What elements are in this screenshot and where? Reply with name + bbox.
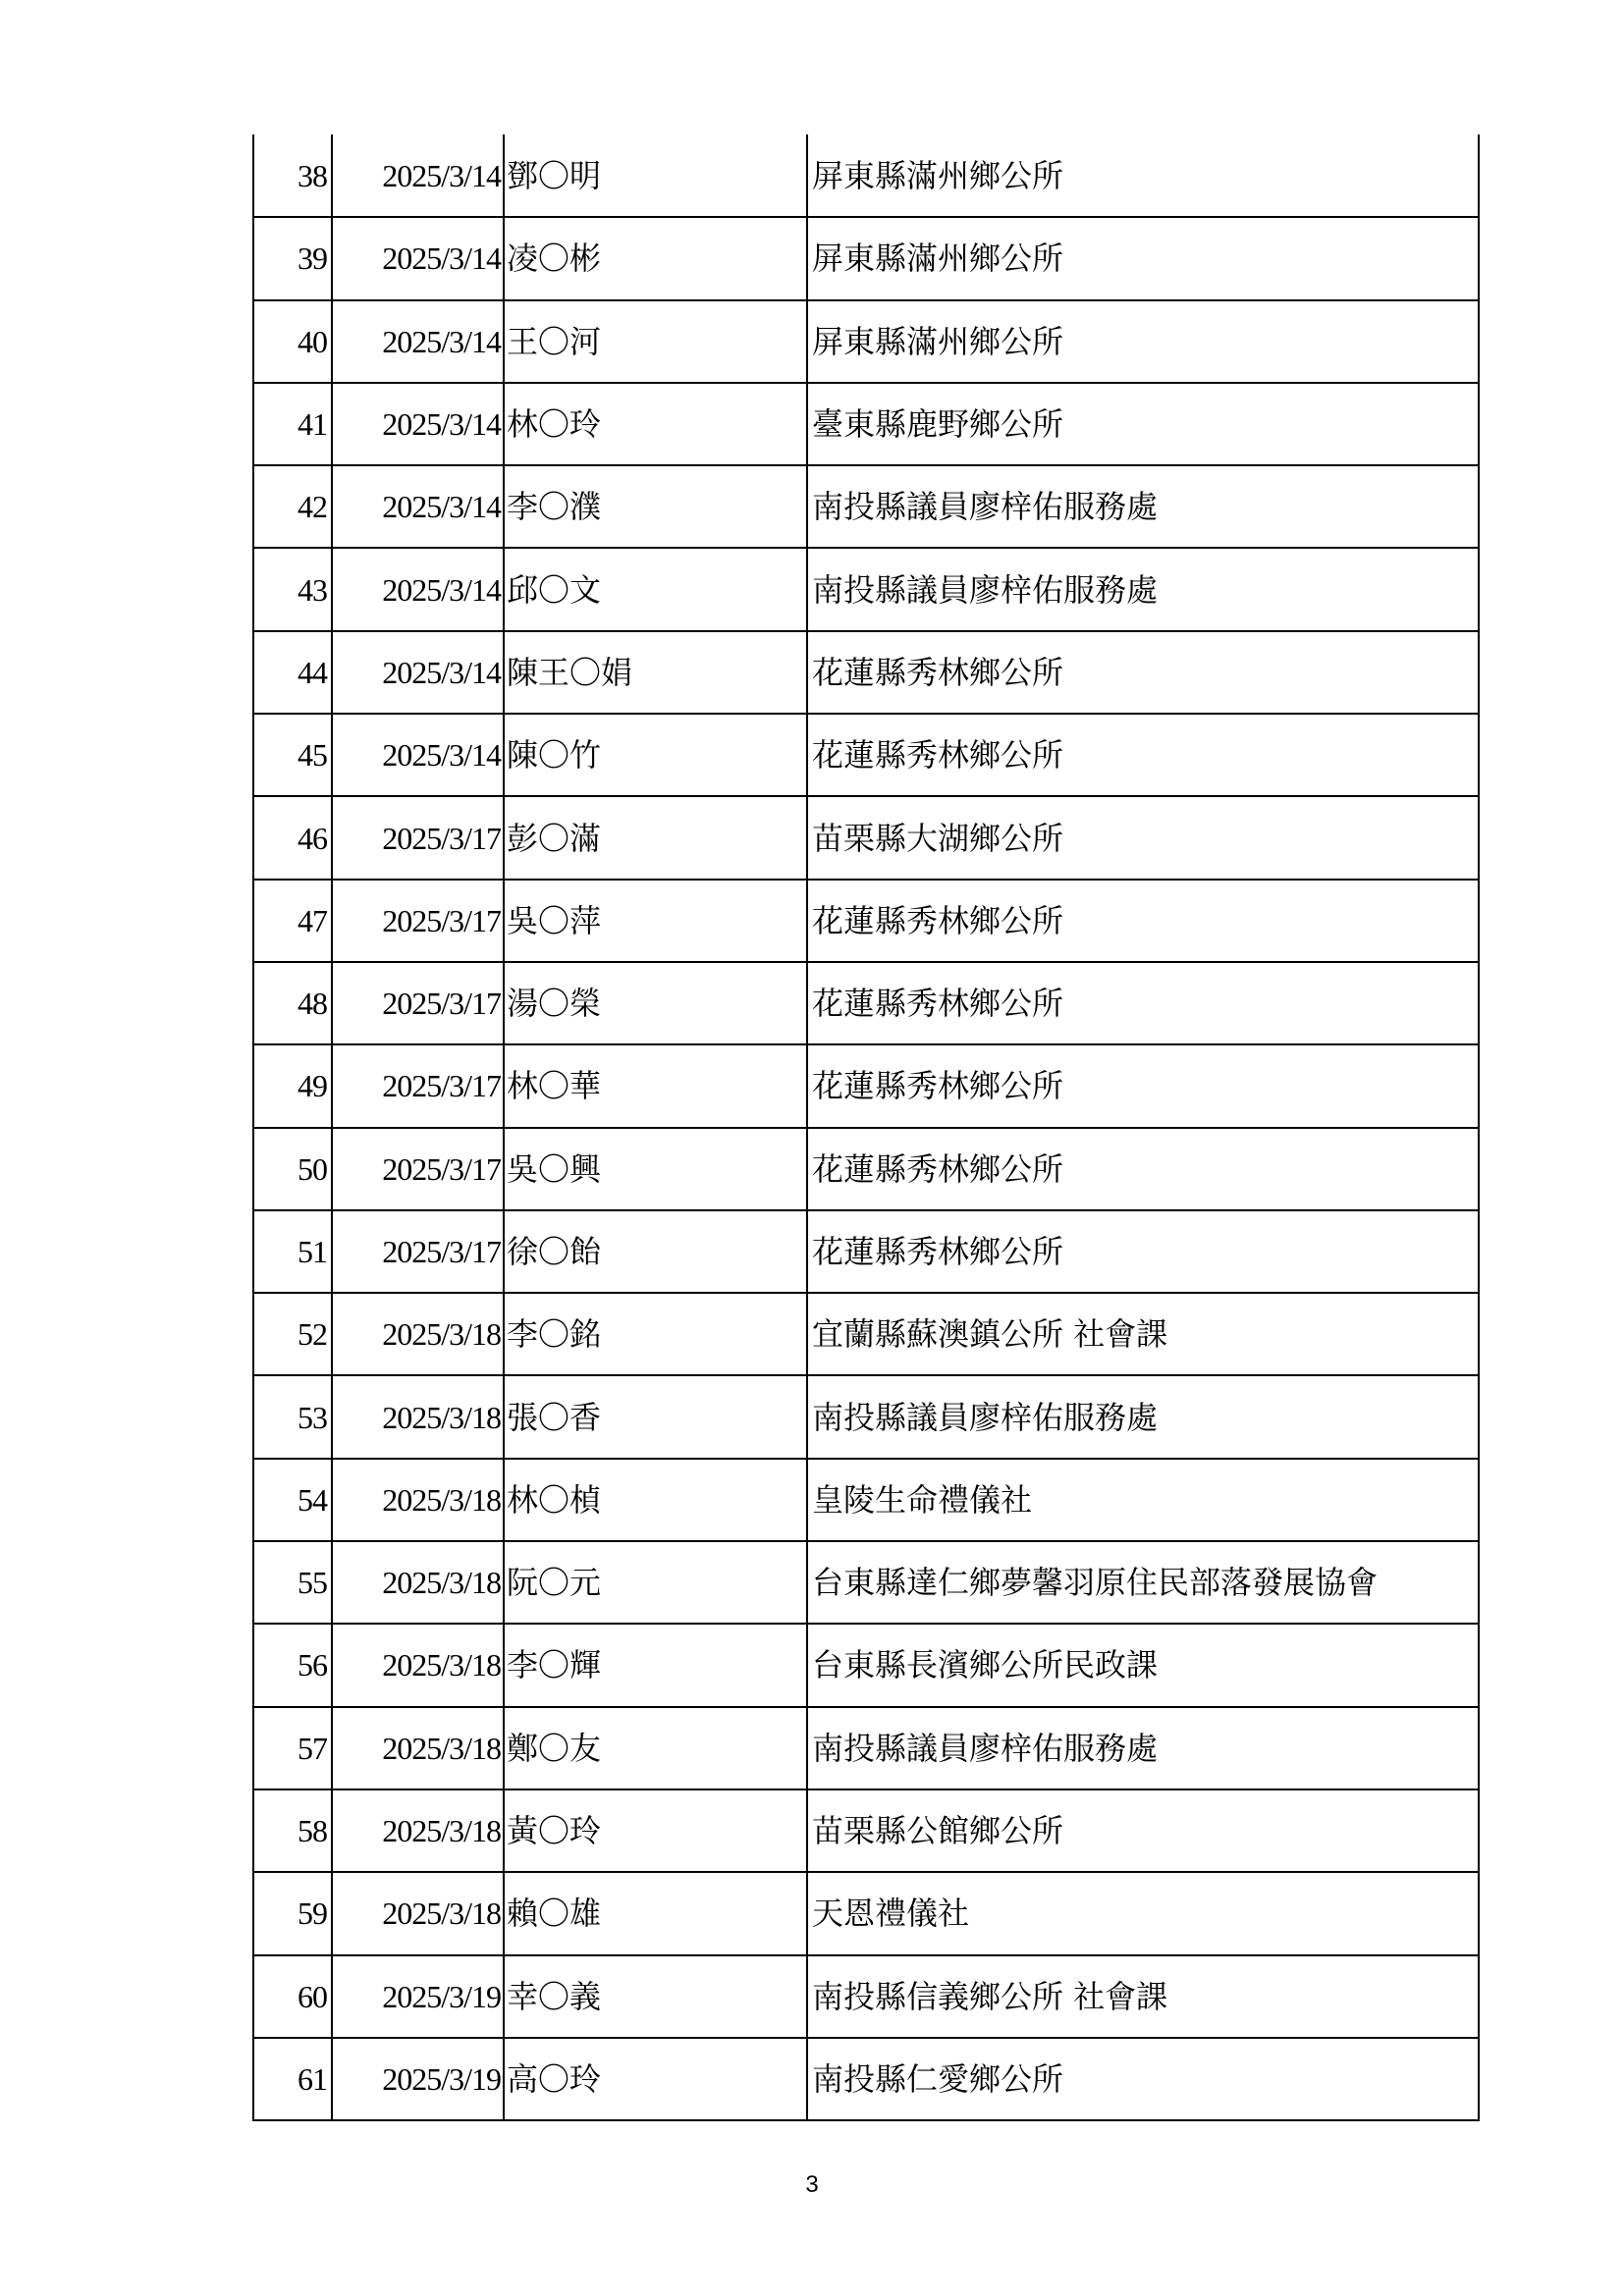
- row-number: 49: [253, 1044, 332, 1127]
- row-date: 2025/3/14: [332, 714, 504, 796]
- table-row: [253, 1459, 1479, 1541]
- row-organization: 南投縣議員廖梓佑服務處: [807, 548, 1479, 630]
- row-organization: 屏東縣滿州鄉公所: [807, 217, 1479, 299]
- row-organization: 台東縣達仁鄉夢馨羽原住民部落發展協會: [807, 1541, 1479, 1624]
- table-row: [253, 880, 1479, 962]
- table-row: [253, 548, 1479, 630]
- row-name: 吳〇興: [504, 1128, 807, 1210]
- row-name: 林〇玲: [504, 383, 807, 465]
- row-name: 李〇輝: [504, 1624, 807, 1706]
- row-name: 李〇銘: [504, 1293, 807, 1375]
- table-row: [253, 1128, 1479, 1210]
- row-organization: 花蓮縣秀林鄉公所: [807, 1210, 1479, 1293]
- row-organization: 南投縣信義鄉公所 社會課: [807, 1955, 1479, 2038]
- row-organization: 花蓮縣秀林鄉公所: [807, 1128, 1479, 1210]
- row-organization: 花蓮縣秀林鄉公所: [807, 962, 1479, 1044]
- row-number: 58: [253, 1789, 332, 1872]
- row-organization: 屏東縣滿州鄉公所: [807, 300, 1479, 383]
- row-organization: 南投縣議員廖梓佑服務處: [807, 1707, 1479, 1789]
- row-name: 高〇玲: [504, 2038, 807, 2120]
- row-organization: 南投縣議員廖梓佑服務處: [807, 465, 1479, 548]
- row-number: 41: [253, 383, 332, 465]
- row-date: 2025/3/14: [332, 548, 504, 630]
- row-name: 賴〇雄: [504, 1872, 807, 1954]
- table-row: [253, 1044, 1479, 1127]
- row-date: 2025/3/19: [332, 1955, 504, 2038]
- page-number: 3: [805, 2171, 819, 2198]
- row-name: 彭〇滿: [504, 796, 807, 879]
- row-date: 2025/3/17: [332, 1128, 504, 1210]
- row-organization: 南投縣仁愛鄉公所: [807, 2038, 1479, 2120]
- row-name: 陳〇竹: [504, 714, 807, 796]
- row-number: 50: [253, 1128, 332, 1210]
- row-date: 2025/3/17: [332, 962, 504, 1044]
- row-name: 幸〇義: [504, 1955, 807, 2038]
- row-organization: 花蓮縣秀林鄉公所: [807, 631, 1479, 714]
- row-name: 邱〇文: [504, 548, 807, 630]
- row-number: 45: [253, 714, 332, 796]
- row-date: 2025/3/14: [332, 217, 504, 299]
- row-date: 2025/3/14: [332, 134, 504, 217]
- table-row: [253, 300, 1479, 383]
- table-row: [253, 1541, 1479, 1624]
- row-organization: 皇陵生命禮儀社: [807, 1459, 1479, 1541]
- row-organization: 天恩禮儀社: [807, 1872, 1479, 1954]
- row-organization: 苗栗縣大湖鄉公所: [807, 796, 1479, 879]
- row-date: 2025/3/17: [332, 880, 504, 962]
- table-row: [253, 2038, 1479, 2120]
- row-organization: 花蓮縣秀林鄉公所: [807, 1044, 1479, 1127]
- table-row: [253, 1872, 1479, 1954]
- row-name: 鄧〇明: [504, 134, 807, 217]
- row-date: 2025/3/18: [332, 1293, 504, 1375]
- row-number: 55: [253, 1541, 332, 1624]
- row-name: 吳〇萍: [504, 880, 807, 962]
- table-row: [253, 134, 1479, 217]
- row-name: 鄭〇友: [504, 1707, 807, 1789]
- row-date: 2025/3/17: [332, 1044, 504, 1127]
- row-name: 黃〇玲: [504, 1789, 807, 1872]
- row-number: 38: [253, 134, 332, 217]
- row-name: 徐〇飴: [504, 1210, 807, 1293]
- row-date: 2025/3/18: [332, 1375, 504, 1458]
- row-organization: 屏東縣滿州鄉公所: [807, 134, 1479, 217]
- table-row: [253, 1210, 1479, 1293]
- row-number: 56: [253, 1624, 332, 1706]
- row-organization: 南投縣議員廖梓佑服務處: [807, 1375, 1479, 1458]
- table-row: [253, 1375, 1479, 1458]
- table-row: [253, 631, 1479, 714]
- row-date: 2025/3/18: [332, 1789, 504, 1872]
- row-date: 2025/3/18: [332, 1872, 504, 1954]
- table-row: [253, 1707, 1479, 1789]
- row-name: 張〇香: [504, 1375, 807, 1458]
- row-organization: 臺東縣鹿野鄉公所: [807, 383, 1479, 465]
- records-table: [252, 134, 1480, 2121]
- row-name: 王〇河: [504, 300, 807, 383]
- row-organization: 台東縣長濱鄉公所民政課: [807, 1624, 1479, 1706]
- table-row: [253, 1789, 1479, 1872]
- row-number: 42: [253, 465, 332, 548]
- row-number: 48: [253, 962, 332, 1044]
- row-date: 2025/3/18: [332, 1707, 504, 1789]
- row-name: 林〇楨: [504, 1459, 807, 1541]
- table-row: [253, 465, 1479, 548]
- row-number: 61: [253, 2038, 332, 2120]
- row-number: 46: [253, 796, 332, 879]
- row-name: 阮〇元: [504, 1541, 807, 1624]
- row-name: 陳王〇娟: [504, 631, 807, 714]
- row-name: 李〇濮: [504, 465, 807, 548]
- row-name: 林〇華: [504, 1044, 807, 1127]
- row-date: 2025/3/18: [332, 1624, 504, 1706]
- row-date: 2025/3/14: [332, 383, 504, 465]
- table-row: [253, 383, 1479, 465]
- table-row: [253, 1955, 1479, 2038]
- table-row: [253, 1624, 1479, 1706]
- row-date: 2025/3/14: [332, 631, 504, 714]
- row-date: 2025/3/18: [332, 1459, 504, 1541]
- table-row: [253, 1293, 1479, 1375]
- row-date: 2025/3/17: [332, 796, 504, 879]
- row-number: 52: [253, 1293, 332, 1375]
- row-organization: 花蓮縣秀林鄉公所: [807, 714, 1479, 796]
- row-number: 47: [253, 880, 332, 962]
- table-row: [253, 962, 1479, 1044]
- row-organization: 苗栗縣公館鄉公所: [807, 1789, 1479, 1872]
- row-number: 39: [253, 217, 332, 299]
- row-date: 2025/3/14: [332, 465, 504, 548]
- table-row: [253, 796, 1479, 879]
- row-date: 2025/3/19: [332, 2038, 504, 2120]
- row-number: 60: [253, 1955, 332, 2038]
- row-number: 44: [253, 631, 332, 714]
- row-name: 凌〇彬: [504, 217, 807, 299]
- row-number: 53: [253, 1375, 332, 1458]
- table-row: [253, 714, 1479, 796]
- row-number: 57: [253, 1707, 332, 1789]
- table-row: [253, 217, 1479, 299]
- row-name: 湯〇榮: [504, 962, 807, 1044]
- row-date: 2025/3/17: [332, 1210, 504, 1293]
- row-number: 59: [253, 1872, 332, 1954]
- row-date: 2025/3/18: [332, 1541, 504, 1624]
- row-number: 43: [253, 548, 332, 630]
- row-number: 54: [253, 1459, 332, 1541]
- row-organization: 宜蘭縣蘇澳鎮公所 社會課: [807, 1293, 1479, 1375]
- row-number: 40: [253, 300, 332, 383]
- records-table-body: [253, 134, 1479, 2120]
- row-date: 2025/3/14: [332, 300, 504, 383]
- row-organization: 花蓮縣秀林鄉公所: [807, 880, 1479, 962]
- row-number: 51: [253, 1210, 332, 1293]
